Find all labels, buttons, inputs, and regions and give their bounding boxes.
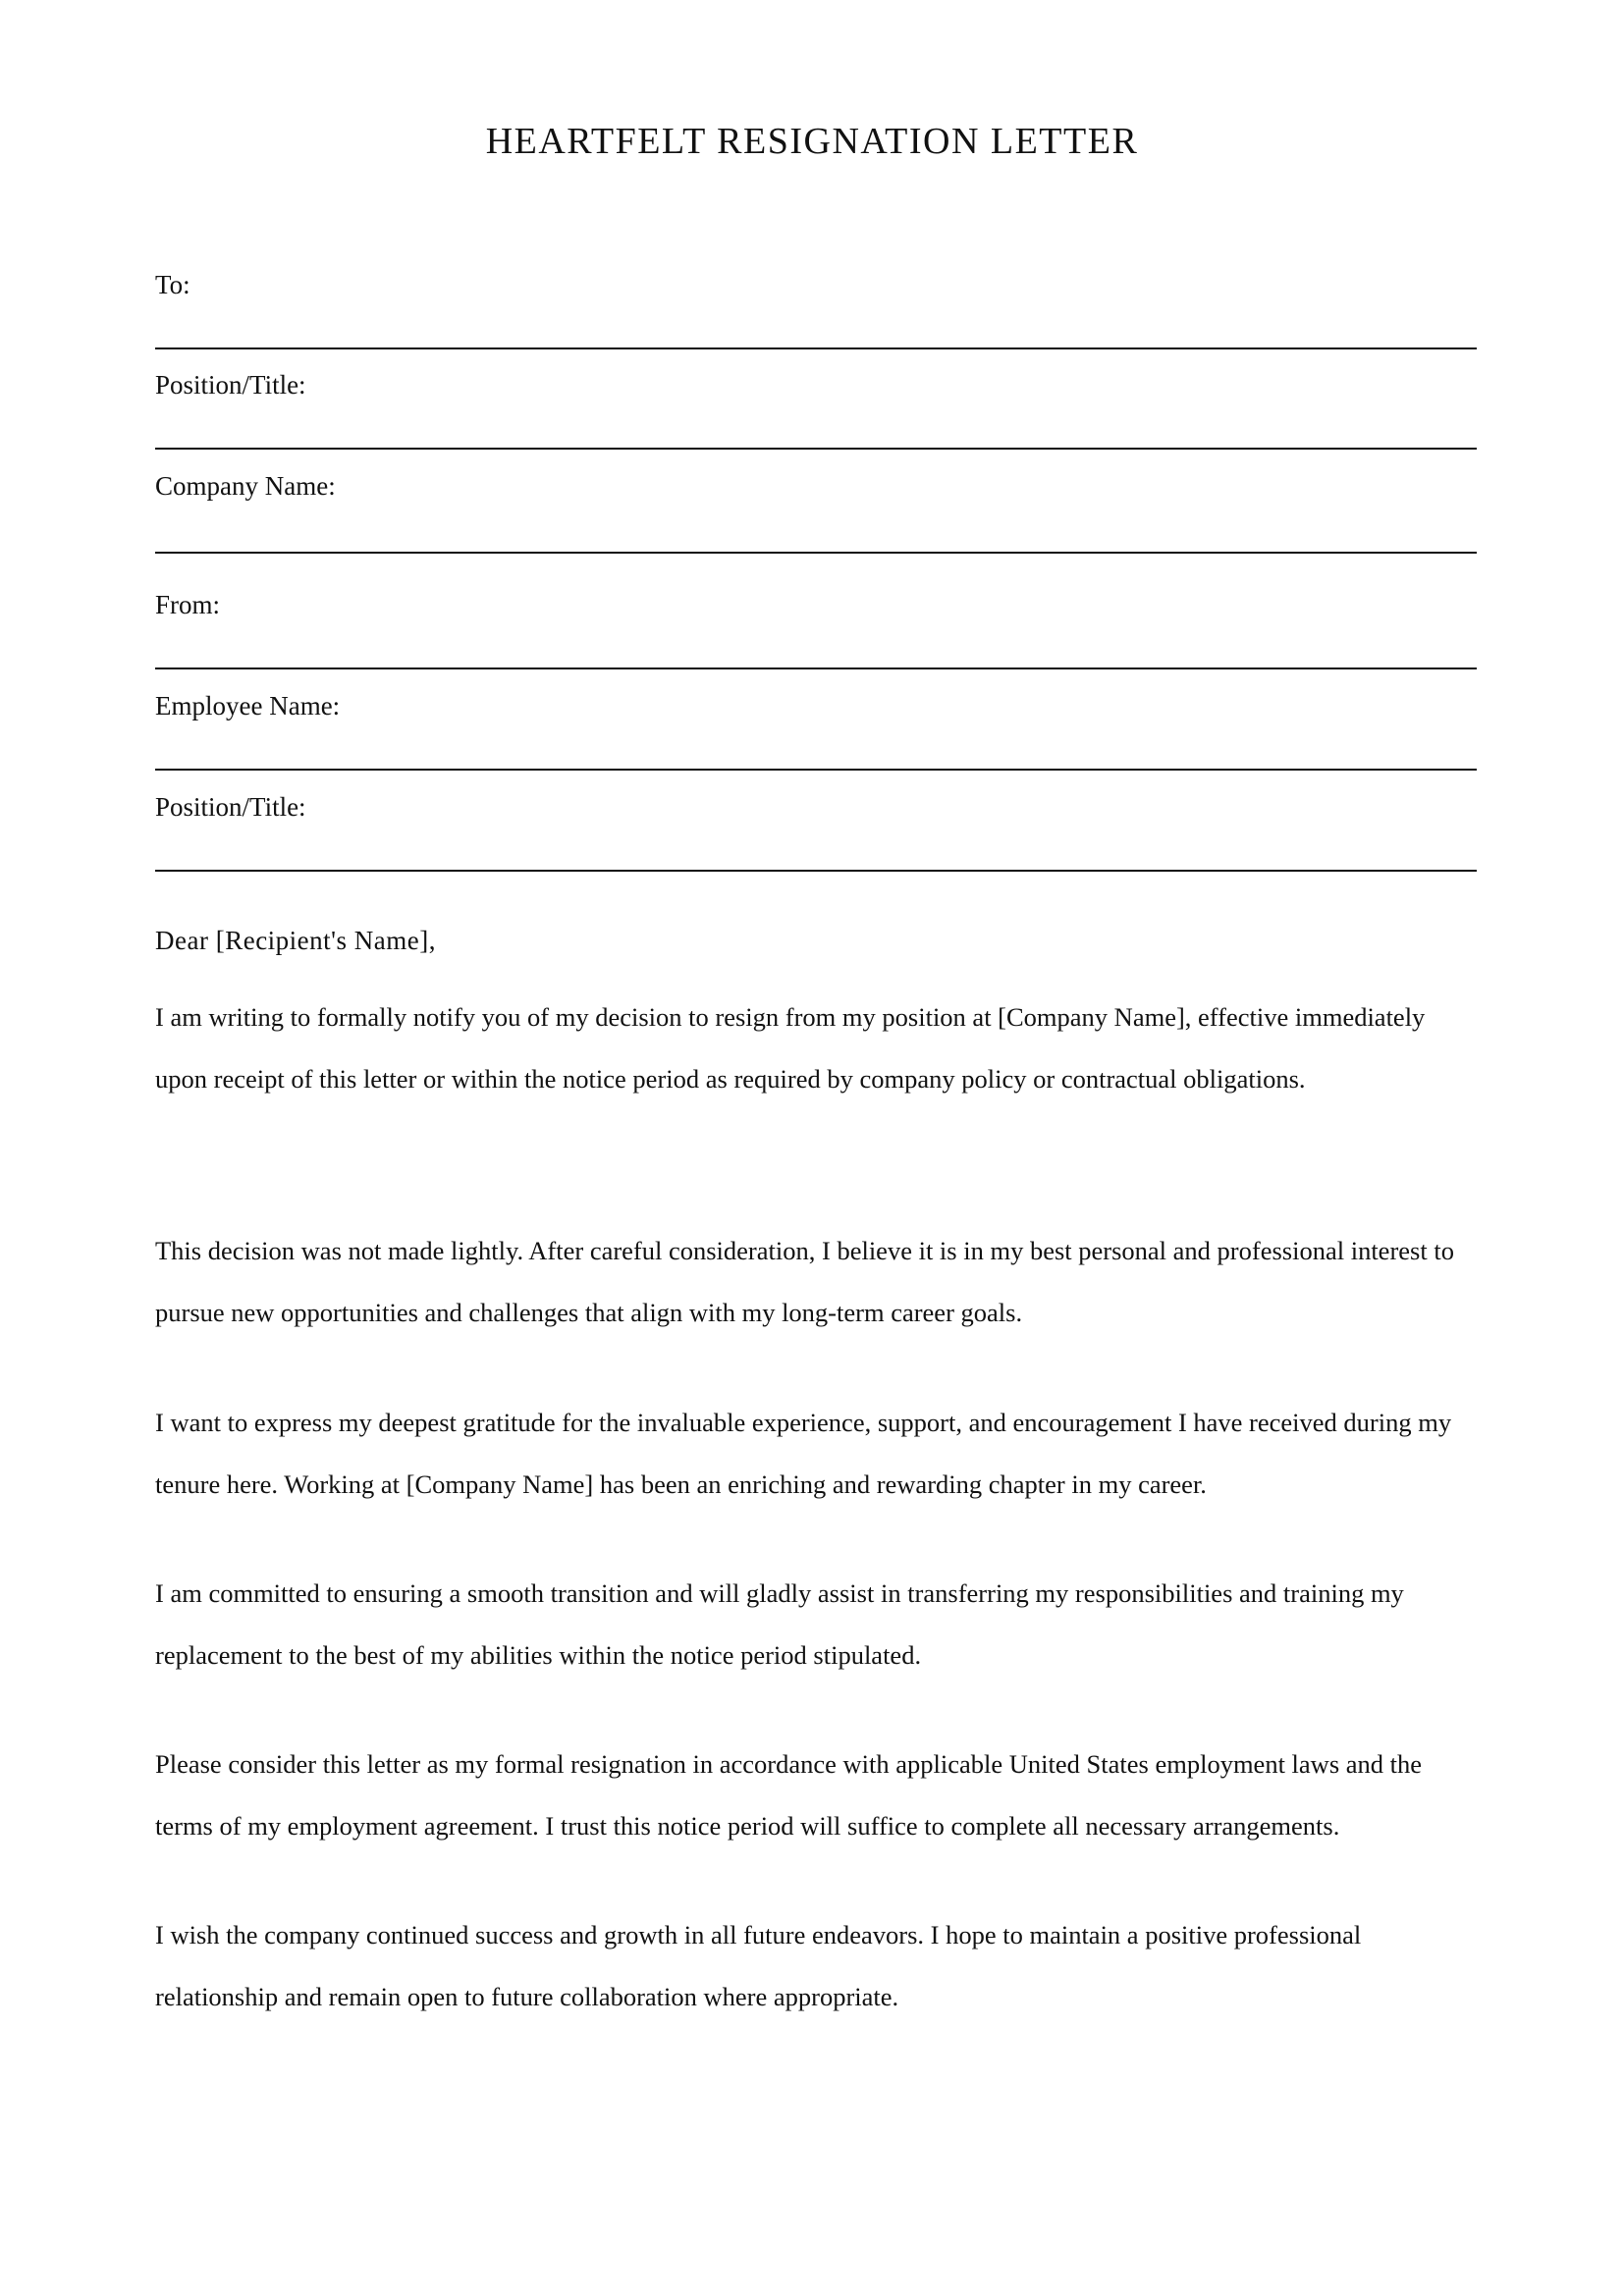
body-paragraph: I want to express my deepest gratitude for the invaluable experience, support, and encouragement I have received during my tenure here. Working at [Company Name] has been an enriching and rewarding chapter in my career.: [155, 1408, 1452, 1499]
body-paragraph: I am committed to ensuring a smooth transition and will gladly assist in transferring my responsibilities and training my replacement to the best of my abilities within the notice period stipulated.: [155, 1578, 1404, 1670]
field-employee-position-line[interactable]: [155, 870, 1477, 872]
body-paragraph: Please consider this letter as my formal resignation in accordance with applicable United States employment laws and the terms of my employment agreement. I trust this notice period will suffice to complete all necessary arrangements.: [155, 1749, 1423, 1841]
field-label: Employee Name:: [155, 691, 341, 721]
field-label: Position/Title:: [155, 370, 306, 400]
body-paragraph: This decision was not made lightly. After careful consideration, I believe it is in my best personal and professional interest to pursue new opportunities and challenges that align with my long-term career goals.: [155, 1236, 1454, 1327]
body-paragraph: I wish the company continued success and growth in all future endeavors. I hope to maintain a positive professional relationship and remain open to future collaboration where appropriate.: [155, 1920, 1362, 2011]
document-title: HEARTFELT RESIGNATION LETTER: [485, 121, 1139, 162]
body-paragraph: I am writing to formally notify you of my decision to resign from my position at [Company Name], effective immediately upon receipt of this letter or within the notice period as required by company policy or contractual obligations.: [155, 1002, 1426, 1094]
field-label: From:: [155, 590, 221, 619]
field-label: Company Name:: [155, 471, 336, 501]
salutation: Dear [Recipient's Name],: [155, 926, 436, 955]
field-label: Position/Title:: [155, 792, 306, 822]
field-company-name-line[interactable]: [155, 552, 1477, 554]
field-to-line[interactable]: [155, 347, 1477, 349]
field-label: To:: [155, 270, 190, 299]
field-employee-name-line[interactable]: [155, 769, 1477, 771]
field-recipient-position-line[interactable]: [155, 448, 1477, 450]
field-from-line[interactable]: [155, 667, 1477, 669]
